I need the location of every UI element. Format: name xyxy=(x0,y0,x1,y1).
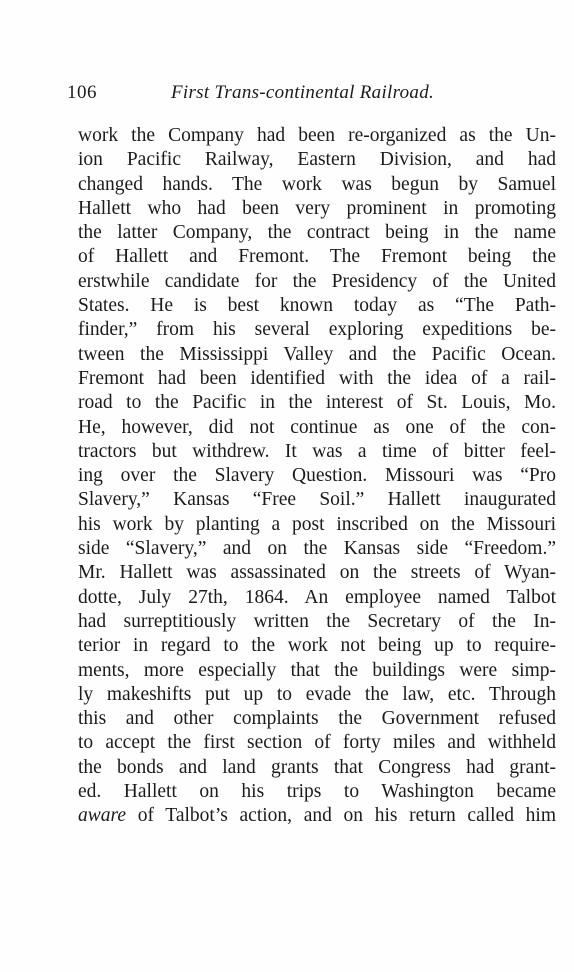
text-line: road to the Pacific in the interest of St. Louis, Mo. xyxy=(78,392,556,414)
text-line: Fremont had been identified with the idea of a rail- xyxy=(78,367,556,389)
text-line: Hallett who had been very prominent in promoting xyxy=(78,197,556,219)
text-line: terior in regard to the work not being up to require- xyxy=(78,635,556,657)
text-line: his work by planting a post inscribed on the Missouri xyxy=(78,513,556,535)
text-line: this and other complaints the Government refused xyxy=(78,708,556,730)
text-line: ments, more especially that the buildings were simp- xyxy=(78,659,556,681)
text-line-last xyxy=(78,804,556,828)
text-line: side “Slavery,” and on the Kansas side “Freedom.” xyxy=(78,538,556,560)
text-line: work the Company had been re-organized as the Un- xyxy=(78,125,556,146)
last-line-rest: of Talbot’s action, and on his return called him xyxy=(126,805,556,827)
text-line: dotte, July 27th, 1864. An employee named Talbot xyxy=(78,586,556,608)
text-line: the latter Company, the contract being in the name xyxy=(78,222,556,244)
text-line: finder,” from his several exploring expeditions be- xyxy=(78,319,556,341)
running-head xyxy=(67,80,557,106)
text-line: to accept the first section of forty miles and withheld xyxy=(78,732,556,754)
text-line: of Hallett and Fremont. The Fremont being the xyxy=(78,246,556,268)
text-line: changed hands. The work was begun by Samuel xyxy=(78,173,556,195)
text-line: Slavery,” Kansas “Free Soil.” Hallett inaugurated xyxy=(78,489,556,511)
italic-word: aware xyxy=(78,805,127,827)
text-line: ing over the Slavery Question. Missouri was “Pro xyxy=(78,465,556,487)
text-line: had surreptitiously written the Secretary of the In- xyxy=(78,610,556,632)
text-line: tractors but withdrew. It was a time of bitter feel- xyxy=(78,440,556,462)
text-line: Mr. Hallett was assassinated on the streets of Wyan- xyxy=(78,562,556,584)
text-line: States. He is best known today as “The Path- xyxy=(78,295,556,317)
body-text xyxy=(78,124,556,829)
text-line: erstwhile candidate for the Presidency of the United xyxy=(78,270,556,292)
text-line: the bonds and land grants that Congress had grant- xyxy=(78,756,556,778)
running-title: First Trans-continental Railroad. xyxy=(171,82,435,103)
text-line: tween the Mississippi Valley and the Pacific Ocean. xyxy=(78,343,556,365)
text-line: ly makeshifts put up to evade the law, etc. Through xyxy=(78,683,556,705)
page-number: 106 xyxy=(67,82,97,103)
text-line: ed. Hallett on his trips to Washington became xyxy=(78,781,556,803)
text-line: He, however, did not continue as one of the con- xyxy=(78,416,556,438)
text-line: ion Pacific Railway, Eastern Division, and had xyxy=(78,149,556,171)
